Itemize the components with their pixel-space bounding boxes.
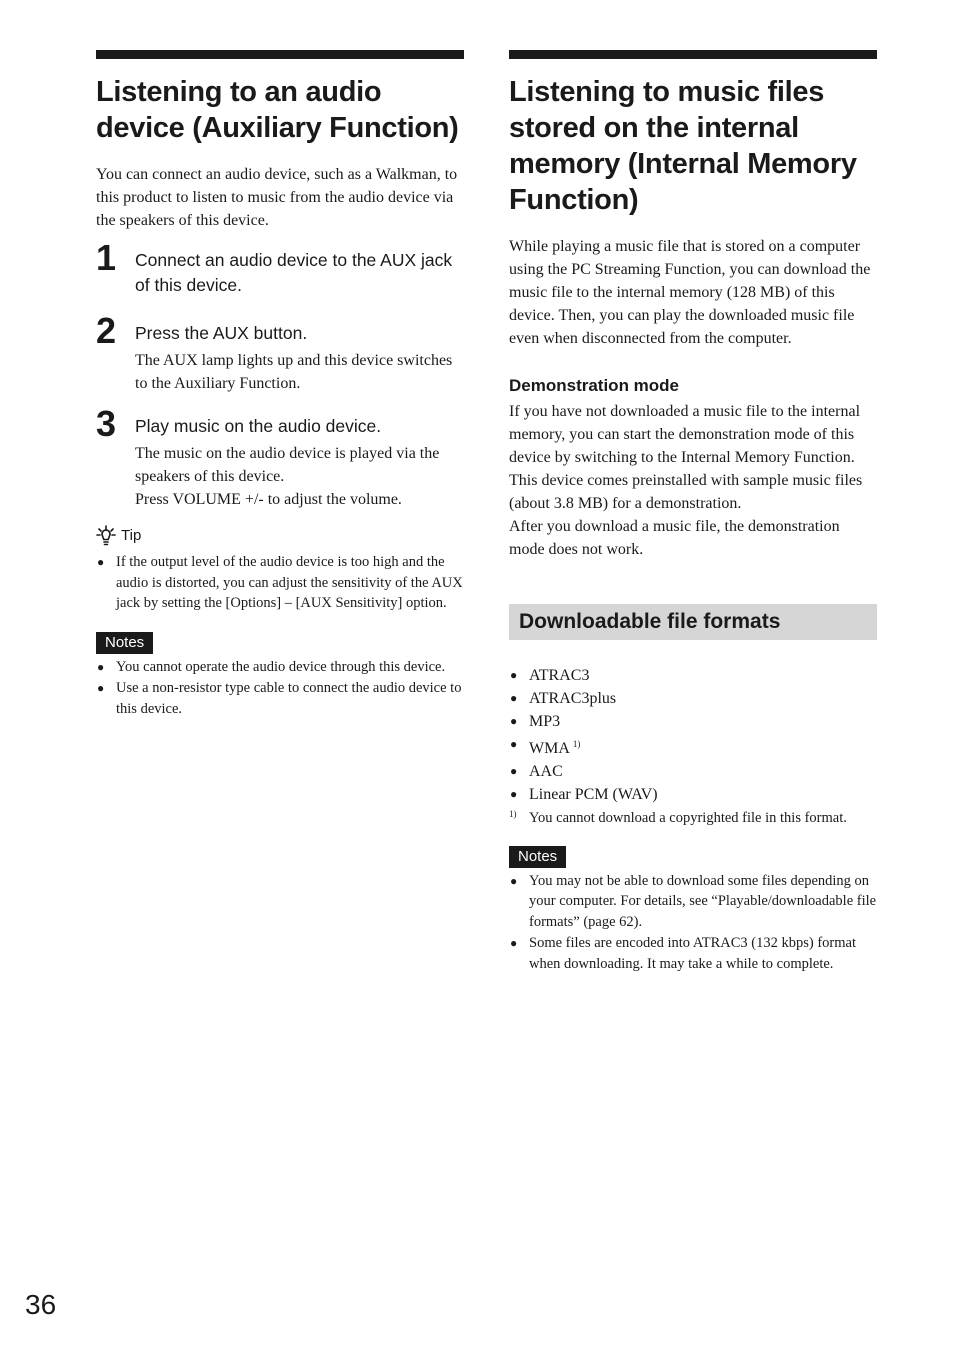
step-title: Connect an audio device to the AUX jack of this device. xyxy=(135,250,453,295)
lightbulb-icon xyxy=(96,525,118,547)
demonstration-heading: Demonstration mode xyxy=(509,376,680,395)
bullet-dot: ● xyxy=(510,737,518,751)
format-name: ATRAC3 xyxy=(529,667,590,684)
note-item-text: You cannot operate the audio device through this device. xyxy=(116,658,446,675)
formats-heading-bar xyxy=(509,604,877,640)
bullet-dot: ● xyxy=(97,681,105,695)
footnote-reference: 1) xyxy=(572,739,581,749)
step-description: The AUX lamp lights up and this device switches to the Auxiliary Function. xyxy=(135,352,453,392)
bullet-dot: ● xyxy=(97,659,105,674)
step-2 xyxy=(96,310,464,395)
list-item xyxy=(509,933,877,974)
bullet-dot: ● xyxy=(510,936,518,950)
step-title: Press the AUX button. xyxy=(135,323,308,343)
notes-block xyxy=(509,846,877,975)
bullet-dot: ● xyxy=(510,668,518,682)
notes-list xyxy=(509,871,877,975)
step-number: 3 xyxy=(96,403,117,444)
list-item xyxy=(509,783,877,806)
demonstration-block xyxy=(509,375,877,561)
tip-label: Tip xyxy=(121,527,142,544)
step-description-extra: Press VOLUME +/- to adjust the volume. xyxy=(135,491,402,508)
demonstration-paragraph: If you have not downloaded a music file to the internal memory, you can start the demonstration mode of this device by switching to the Internal Memory Function. xyxy=(509,403,861,466)
format-name: AAC xyxy=(529,763,563,780)
list-item xyxy=(96,552,464,614)
list-item xyxy=(96,657,464,678)
footnote-mark: 1) xyxy=(509,809,517,819)
aux-section-title: Listening to an audio device (Auxiliary Function) xyxy=(96,76,459,144)
note-item-text: Use a non-resistor type cable to connect the audio device to this device. xyxy=(116,680,462,717)
left-column xyxy=(96,50,464,719)
list-item xyxy=(509,760,877,783)
step-3 xyxy=(96,403,464,511)
demonstration-paragraph: After you download a music file, the demonstration mode does not work. xyxy=(509,518,840,558)
step-description: The music on the audio device is played via the speakers of this device. xyxy=(135,445,440,485)
internal-memory-section-title: Listening to music files stored on the internal memory (Internal Memory Function) xyxy=(509,76,857,216)
notes-badge: Notes xyxy=(509,846,566,868)
bullet-dot: ● xyxy=(510,787,518,801)
bullet-dot: ● xyxy=(97,555,105,569)
tip-item-text: If the output level of the audio device is too high and the audio is distorted, you can adjust the sensitivity of the AUX jack by setting the [Options] – [AUX Sensitivity] option. xyxy=(116,554,463,611)
section-top-rule xyxy=(96,50,464,59)
step-title: Play music on the audio device. xyxy=(135,416,382,436)
footnote xyxy=(509,808,877,829)
list-item xyxy=(509,871,877,933)
tip-list xyxy=(96,552,464,614)
step-number: 2 xyxy=(96,310,117,351)
note-item-text: You may not be able to download some files depending on your computer. For details, see “Playable/downloadable file formats” (page 62). xyxy=(529,872,877,930)
list-item xyxy=(509,733,877,760)
internal-memory-intro-paragraph: While playing a music file that is stored on a computer using the PC Streaming Function, you can download the music file to the internal memory (128 MB) of this device. Then, you can play the downloaded music file even when disconnected from the computer. xyxy=(509,238,871,347)
tip-block xyxy=(96,525,464,614)
note-item-text: Some files are encoded into ATRAC3 (132 kbps) format when downloading. It may take a while to complete. xyxy=(529,935,856,972)
right-column xyxy=(509,50,877,974)
format-name: WMA xyxy=(529,740,570,757)
page-number: 36 xyxy=(25,1289,57,1320)
step-number: 1 xyxy=(96,237,117,278)
list-item xyxy=(509,664,877,687)
notes-badge: Notes xyxy=(96,632,153,654)
list-item xyxy=(509,710,877,733)
demonstration-paragraph: This device comes preinstalled with sample music files (about 3.8 MB) for a demonstration. xyxy=(509,472,863,512)
format-name: ATRAC3plus xyxy=(529,690,617,707)
section-top-rule xyxy=(509,50,877,59)
format-name: Linear PCM (WAV) xyxy=(529,786,658,803)
tip-heading xyxy=(96,525,464,547)
notes-list xyxy=(96,657,464,720)
bullet-dot: ● xyxy=(510,714,518,728)
bullet-dot: ● xyxy=(510,873,518,888)
footnote-text: You cannot download a copyrighted file in this format. xyxy=(529,810,847,826)
list-item xyxy=(509,687,877,710)
step-1 xyxy=(96,237,464,298)
list-item xyxy=(96,678,464,719)
bullet-dot: ● xyxy=(510,691,518,705)
formats-list xyxy=(509,664,877,806)
bullet-dot: ● xyxy=(510,764,518,778)
aux-intro-paragraph: You can connect an audio device, such as a Walkman, to this product to listen to music from the audio device via the speakers of this device. xyxy=(96,166,458,229)
formats-heading: Downloadable file formats xyxy=(519,610,781,633)
notes-block xyxy=(96,632,464,720)
format-name: MP3 xyxy=(529,713,561,730)
